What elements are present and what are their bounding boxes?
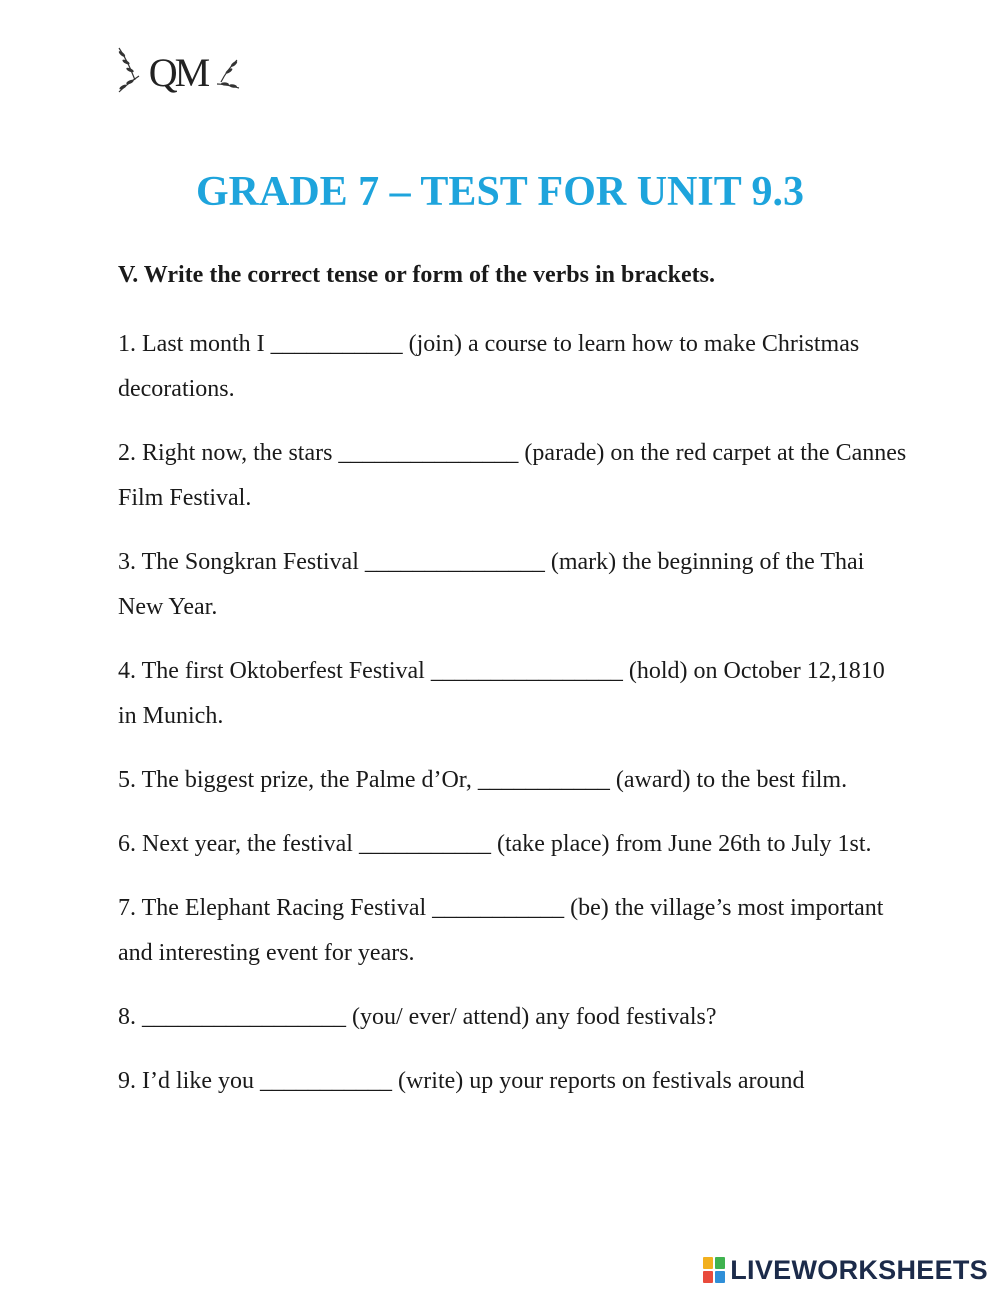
qm-logo bbox=[113, 40, 243, 102]
question-item: 4. The first Oktoberfest Festival ________________ (hold) on October 12,1810 in Munich. bbox=[118, 658, 885, 729]
question-item: 2. Right now, the stars _______________ (parade) on the red carpet at the Cannes Film Festival. bbox=[118, 440, 907, 511]
qm-monogram-logo bbox=[113, 40, 243, 102]
exercise-instruction: V. Write the correct tense or form of the verbs in brackets. bbox=[118, 262, 715, 288]
svg-text:QM: QM bbox=[148, 50, 208, 95]
question-list bbox=[118, 322, 908, 1123]
question-item: 6. Next year, the festival ___________ (take place) from June 26th to July 1st. bbox=[118, 831, 872, 857]
question-item: 5. The biggest prize, the Palme d’Or, ___________ (award) to the best film. bbox=[118, 767, 848, 793]
brand-name: LIVEWORKSHEETS bbox=[730, 1254, 988, 1285]
question-item: 3. The Songkran Festival _______________ (mark) the beginning of the Thai New Year. bbox=[118, 549, 865, 620]
liveworksheets-icon bbox=[702, 1256, 726, 1284]
question-item: 1. Last month I ___________ (join) a course to learn how to make Christmas decorations. bbox=[118, 331, 860, 402]
question-item: 8. _________________ (you/ ever/ attend) any food festivals? bbox=[118, 1004, 717, 1030]
page-title: GRADE 7 – TEST FOR UNIT 9.3 bbox=[196, 169, 804, 215]
liveworksheets-brand[interactable] bbox=[702, 1253, 988, 1287]
question-item: 7. The Elephant Racing Festival ___________ (be) the village’s most important and interesting event for years. bbox=[118, 895, 884, 966]
question-item: 9. I’d like you ___________ (write) up your reports on festivals around bbox=[118, 1068, 805, 1094]
